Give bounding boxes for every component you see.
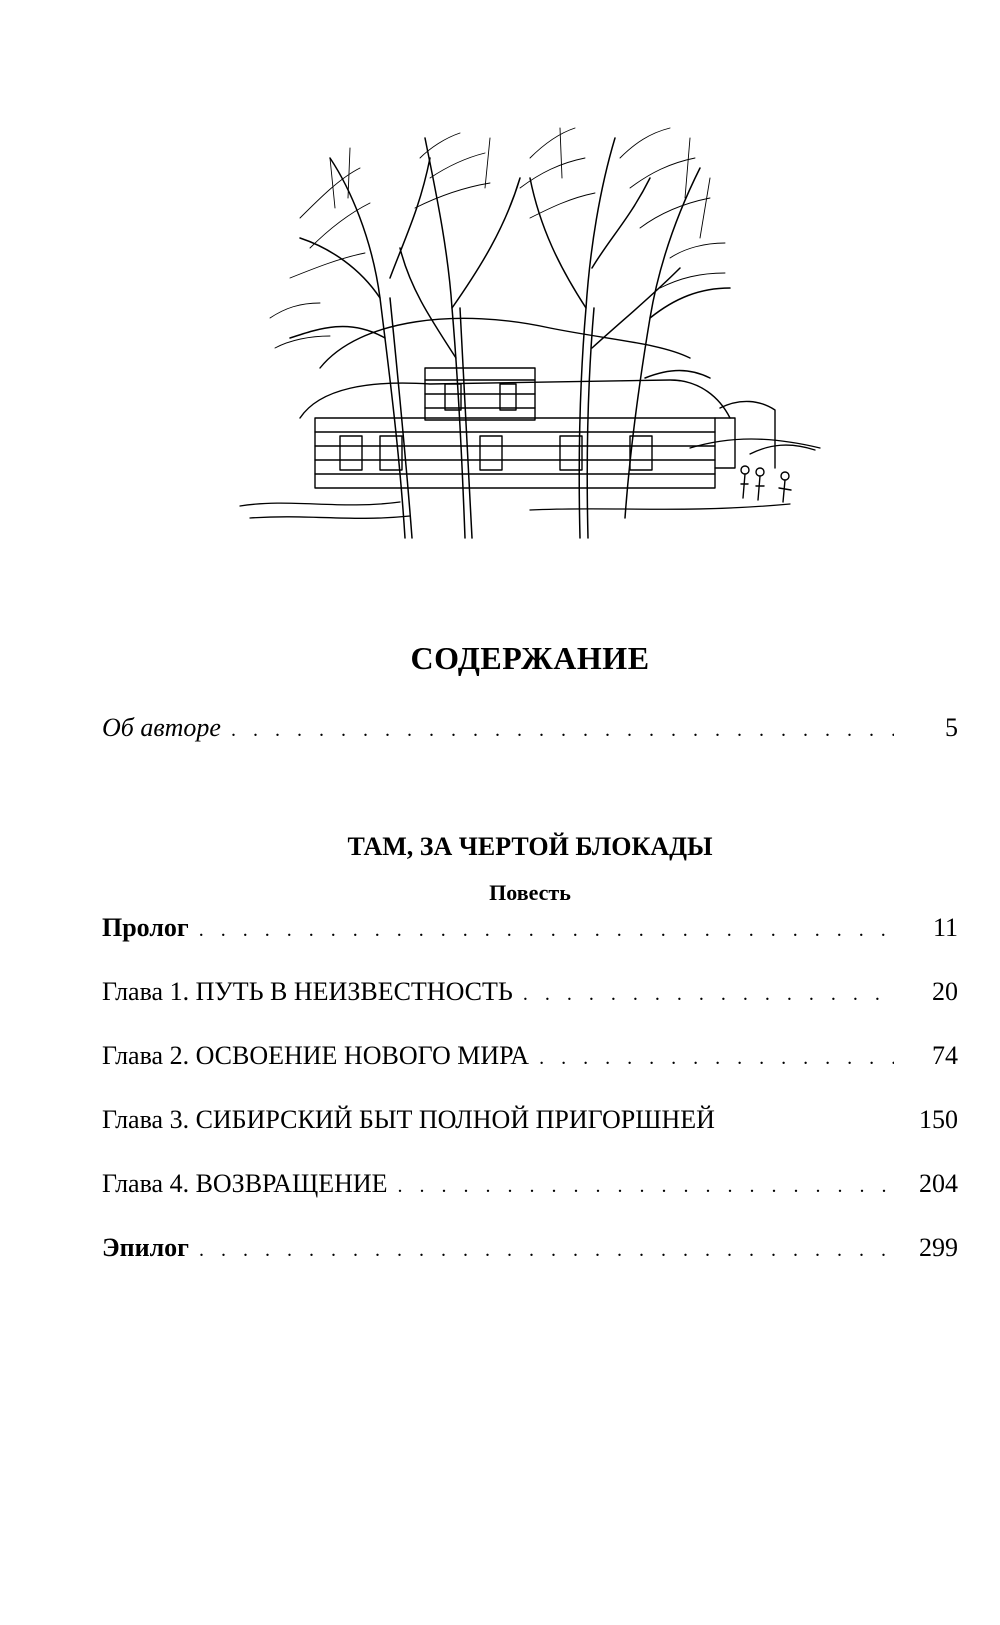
toc-entry-label: Об авторе <box>102 713 221 742</box>
toc-entry-prologue[interactable] <box>102 912 958 946</box>
toc-entry-chapter-1[interactable] <box>102 976 958 1010</box>
toc-dot-leader <box>523 978 894 1010</box>
toc-page-number: 150 <box>919 1105 958 1134</box>
contents-heading: СОДЕРЖАНИЕ <box>410 640 650 676</box>
toc-page-number: 11 <box>932 913 958 942</box>
log-house <box>300 318 775 488</box>
winter-house-birches-illustration <box>230 118 850 568</box>
toc-entry-label: Глава 4. ВОЗВРАЩЕНИЕ <box>102 1169 388 1198</box>
toc-dot-leader <box>539 1042 894 1074</box>
tree-foliage-hatching <box>270 128 725 348</box>
walking-figures <box>741 466 791 502</box>
toc-dot-leader <box>199 914 894 946</box>
toc-entry-chapter-2[interactable] <box>102 1040 958 1074</box>
toc-entry-chapter-4[interactable] <box>102 1168 958 1202</box>
work-title: ТАМ, ЗА ЧЕРТОЙ БЛОКАДЫ <box>347 832 713 861</box>
toc-page-number: 20 <box>932 977 958 1006</box>
toc-page-number: 204 <box>919 1169 958 1198</box>
toc-page-number: 5 <box>945 713 958 742</box>
toc-entry-label: Глава 1. ПУТЬ В НЕИЗВЕСТНОСТЬ <box>102 977 513 1006</box>
toc-entry-label: Эпилог <box>102 1233 189 1262</box>
birch-trees <box>290 138 730 538</box>
toc-page-number: 299 <box>919 1233 958 1262</box>
toc-dot-leader <box>231 714 894 746</box>
toc-entry-chapter-3[interactable] <box>102 1104 958 1136</box>
toc-dot-leader <box>199 1234 894 1266</box>
work-genre: Повесть <box>489 880 571 905</box>
toc-entry-about-author[interactable] <box>102 712 958 746</box>
toc-entry-label: Глава 3. СИБИРСКИЙ БЫТ ПОЛНОЙ ПРИГОРШНЕЙ <box>102 1105 715 1134</box>
toc-entry-label: Пролог <box>102 913 189 942</box>
toc-dot-leader <box>398 1170 894 1202</box>
toc-entry-epilogue[interactable] <box>102 1232 958 1266</box>
toc-entry-label: Глава 2. ОСВОЕНИЕ НОВОГО МИРА <box>102 1041 530 1070</box>
toc-page-number: 74 <box>932 1041 958 1070</box>
ground-lines <box>240 439 820 518</box>
